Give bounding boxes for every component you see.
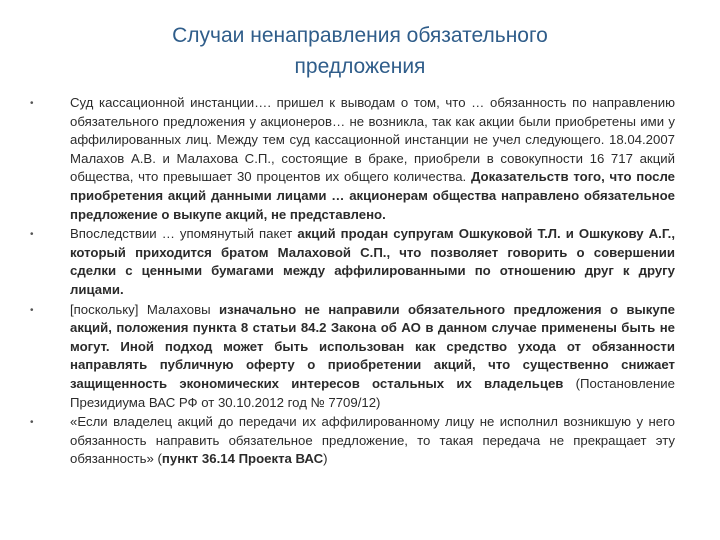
- bullet-list: [27, 94, 675, 469]
- text-segment: Впоследствии … упомянутый пакет: [70, 226, 298, 242]
- text-segment-bold: акций продан супругам Ошкуковой Т.Л. и Ошкукову А.Г., который приходится братом Малаховой С.П., что позволяет говорить о совершении сделки с ценными бумагами между аффилированными по отношению друг к другу лицами.: [70, 226, 675, 297]
- text-segment: «Если владелец акций до передачи их аффилированному лицу не исполнил возникшую у него обязанность направить обязательное предложение, то такая передача не прекращает эту обязанность» (: [70, 414, 675, 467]
- slide-title-line-1: Случаи ненаправления обязательного: [172, 24, 548, 47]
- slide-title: [60, 20, 660, 82]
- text-segment: [поскольку] Малаховы: [70, 301, 219, 317]
- bullet-text-1: [70, 94, 675, 224]
- text-segment: Суд кассационной инстанции…. пришел к выводам о том, что … обязанность по направлению обязательного предложения у акционеров… не возникла, так как акции были приобретены ими у аффилированных лиц. Между тем суд кассационной инстанции не учел следующего. 18.04.2007 Малахов А.В. и Малахова С.П., состоящие в браке, приобрели в совокупности 16 717 акций общества, что превышает 30 процентов их общего количества.: [70, 95, 675, 185]
- text-segment-bold: изначально не направили обязательного предложения о выкупе акций, положения пункта 8 статьи 84.2 Закона об АО в данном случае применены быть не могут. Иной подход может быть использован как средство ухода от обязанности направлять публичную оферту о приобретении акций, что существенно снижает защищенность экономических интересов остальных их владельцев: [70, 301, 676, 391]
- bullet-item-4: [27, 413, 675, 469]
- bullet-text-4: [70, 413, 675, 469]
- text-segment-bold: Доказательств того, что после приобретения акций данными лицами … акционерам общества направлено обязательное предложение о выкупе акций, не представлено.: [70, 169, 675, 222]
- bullet-item-2: [27, 225, 675, 299]
- bullet-text-2: [70, 225, 675, 299]
- bullet-dot: •: [30, 417, 34, 429]
- bullet-dot: •: [30, 98, 34, 109]
- text-segment-bold: пункт 36.14 Проекта ВАС: [161, 451, 324, 467]
- bullet-dot: •: [30, 229, 34, 241]
- text-segment: (Постановление Президиума ВАС РФ от 30.10.2012 год № 7709/12): [70, 375, 675, 410]
- bullet-text-3: [70, 301, 675, 413]
- bullet-dot: •: [30, 304, 34, 316]
- text-segment: ): [323, 451, 328, 467]
- bullet-item-1: [27, 94, 675, 224]
- bullet-item-3: [27, 301, 675, 413]
- slide-title-line-2: предложения: [294, 55, 426, 78]
